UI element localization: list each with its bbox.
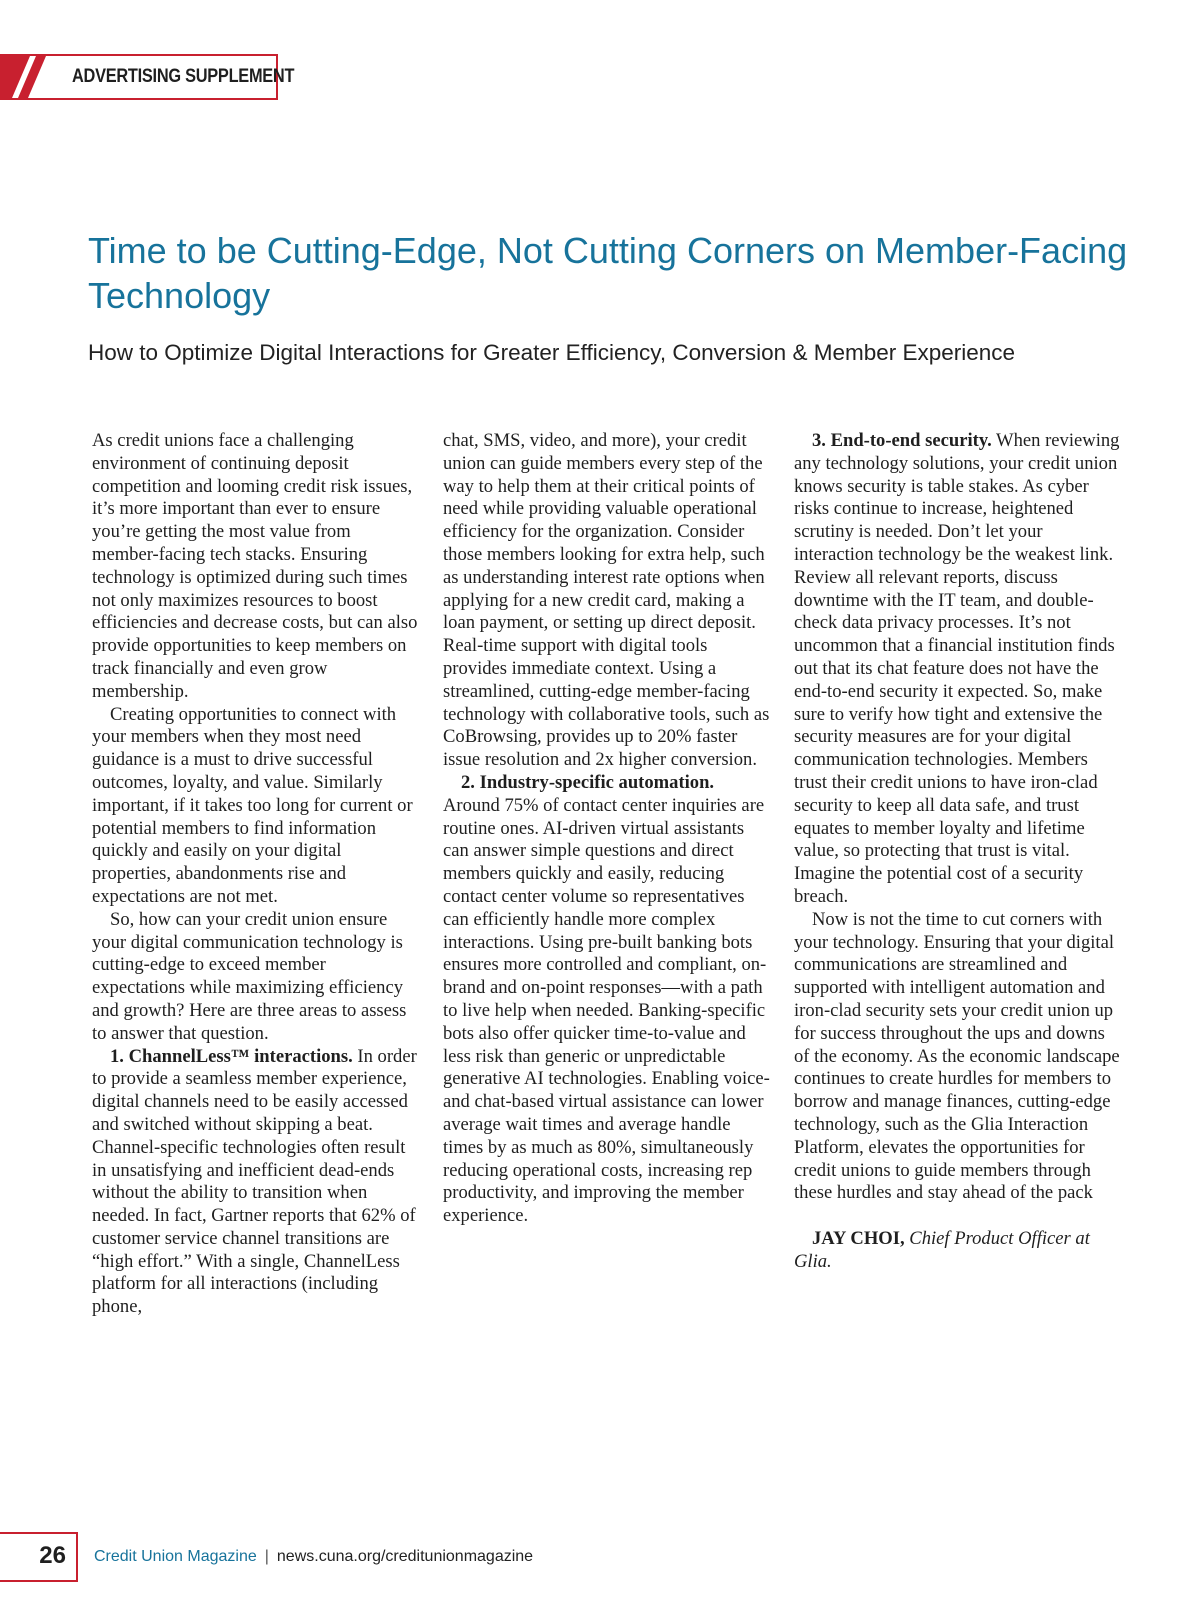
- paragraph-body: In order to provide a seamless member experience, digital channels need to be easily accessed and switched without skipping a beat. Channel-specific technologies often result in unsatisfying and inefficient dead-ends without the ability to transition when needed. In fact, Gartner reports that 62% of customer service channel transitions are “high effort.” With a single, ChannelLess platform for all interactions (including phone,: [92, 1045, 417, 1318]
- paragraph: Creating opportunities to connect with your members when they most need guidance is a must to drive successful outcomes, loyalty, and value. Similarly important, if it takes too long for current or potential members to find information quickly and easily on your digital properties, abandonments rise and expectations are not met.: [92, 703, 413, 907]
- paragraph: [794, 430, 1124, 909]
- paragraph: [92, 1046, 422, 1320]
- author-signature: [794, 1228, 1124, 1274]
- magazine-name: Credit Union Magazine: [94, 1548, 257, 1565]
- article-column-2: [443, 430, 773, 1228]
- magazine-url: news.cuna.org/creditunionmagazine: [276, 1548, 534, 1565]
- author-title: Chief Product Officer at Glia.: [794, 1227, 1090, 1272]
- section-heading: 1. ChannelLess™ interactions.: [110, 1045, 353, 1067]
- article-subtitle: How to Optimize Digital Interactions for Greater Efficiency, Conversion & Member Experience: [88, 340, 1016, 365]
- paragraph: Now is not the time to cut corners with your technology. Ensuring that your digital communications are streamlined and supported with intelligent automation and iron-clad security sets your credit union up for success throughout the ups and downs of the economy. As the economic landscape continues to create hurdles for members to borrow and manage finances, cutting-edge technology, such as the Glia Interaction Platform, elevates the opportunities for credit unions to guide members through these hurdles and stay ahead of the pack: [794, 908, 1120, 1204]
- footer-credit: [94, 1548, 533, 1566]
- article-column-1: [92, 430, 422, 1319]
- paragraph: As credit unions face a challenging environment of continuing deposit competition and looming credit risk issues, it’s more important than ever to ensure you’re getting the most value from member-facing tech stacks. Ensuring technology is optimized during such times not only maximizes resources to boost efficiencies and decrease costs, but can also provide opportunities to keep members on track financially and even grow membership.: [92, 430, 418, 702]
- page-number-box: [0, 1532, 78, 1582]
- article-title: Time to be Cutting-Edge, Not Cutting Corners on Member-Facing Technology: [88, 230, 1128, 316]
- footer-separator: |: [264, 1548, 269, 1565]
- page-number: 26: [39, 1542, 66, 1569]
- paragraph: So, how can your credit union ensure your digital communication technology is cutting-edge to exceed member expectations while maximizing efficiency and growth? Here are three areas to assess to answer that question.: [92, 908, 407, 1044]
- author-name: JAY CHOI,: [812, 1227, 905, 1249]
- paragraph-body: When reviewing any technology solutions, your credit union knows security is table stakes. As cyber risks continue to increase, heightened scrutiny is needed. Don’t let your interaction technology be the weakest link. Review all relevant reports, discuss downtime with the IT team, and double-check data privacy processes. It’s not uncommon that a financial institution finds out that its chat feature does not have the end-to-end security it expected. So, make sure to verify how tight and extensive the security measures are for your digital communication technologies. Members trust their credit unions to have iron-clad security to keep all data safe, and trust equates to member loyalty and lifetime value, so protecting that trust is vital. Imagine the potential cost of a security breach.: [794, 430, 1120, 907]
- article-column-3: [794, 430, 1124, 1273]
- advertising-supplement-badge: [0, 54, 295, 100]
- paragraph-body: Around 75% of contact center inquiries are routine ones. AI-driven virtual assistants can answer simple questions and direct members quickly and easily, reducing contact center volume so representatives can efficiently handle more complex interactions. Using pre-built banking bots ensures more controlled and compliant, on-brand and on-point responses—with a path to live help when needed. Banking-specific bots also offer quicker time-to-value and less risk than generic or unpredictable generative AI technologies. Enabling voice- and chat-based virtual assistance can lower average wait times and average handle times by as much as 80%, simultaneously reducing operational costs, increasing rep productivity, and improving the member experience.: [443, 794, 770, 1227]
- paragraph: [443, 772, 773, 1228]
- supplement-label: ADVERTISING SUPPLEMENT: [72, 66, 295, 87]
- paragraph: chat, SMS, video, and more), your credit union can guide members every step of the way to help them at their critical points of need while providing valuable operational efficiency for the organization. Consider those members looking for extra help, such as understanding interest rate options when applying for a new credit card, making a loan payment, or setting up direct deposit. Real-time support with digital tools provides immediate context. Using a streamlined, cutting-edge member-facing technology with collaborative tools, such as CoBrowsing, provides up to 20% faster issue resolution and 2x higher conversion.: [443, 430, 770, 771]
- section-heading: 3. End-to-end security.: [812, 430, 992, 451]
- section-heading: 2. Industry-specific automation.: [461, 771, 715, 793]
- red-slash-icon: [0, 56, 52, 98]
